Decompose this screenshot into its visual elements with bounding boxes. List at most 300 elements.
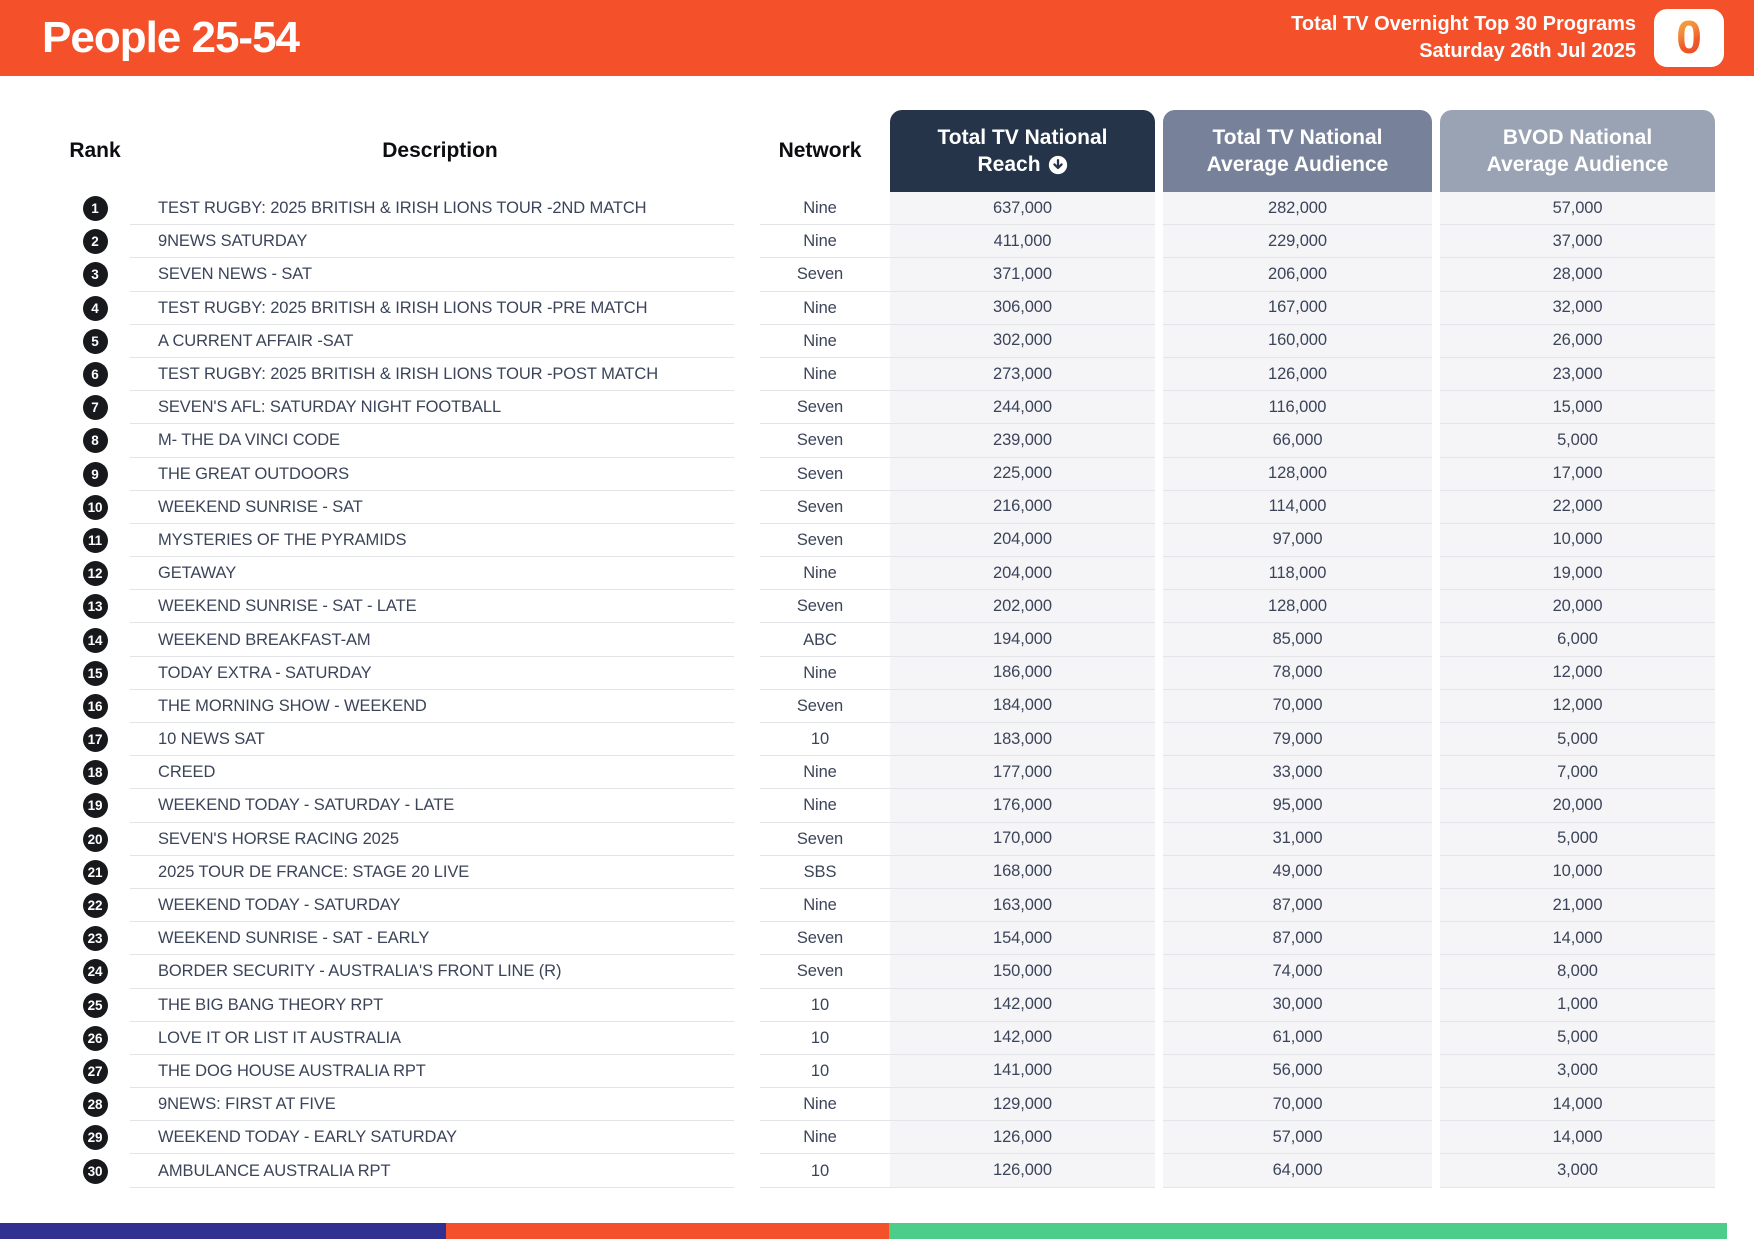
column-gap: [1432, 1154, 1440, 1187]
column-gap: [1432, 1022, 1440, 1055]
rank-badge: 25: [83, 993, 108, 1018]
total-tv-reach-value: 176,000: [890, 789, 1155, 822]
reach-header-label: Reach: [977, 153, 1041, 176]
total-tv-average-audience-value: 97,000: [1163, 524, 1432, 557]
total-tv-average-audience-value: 116,000: [1163, 391, 1432, 424]
bvod-average-audience-value: 5,000: [1440, 424, 1715, 457]
total-tv-average-audience-value: 118,000: [1163, 557, 1432, 590]
column-gap: [1432, 110, 1440, 192]
table-row: [60, 823, 1715, 856]
program-network: Nine: [750, 192, 890, 225]
bvod-average-audience-value: 57,000: [1440, 192, 1715, 225]
rank-badge: 10: [83, 495, 108, 520]
total-tv-average-audience-value: 70,000: [1163, 1088, 1432, 1121]
column-gap: [1155, 258, 1163, 291]
table-row: [60, 391, 1715, 424]
program-network: Nine: [750, 1088, 890, 1121]
bvod-average-audience-value: 8,000: [1440, 955, 1715, 988]
rank-cell: [60, 258, 130, 291]
table-row: [60, 292, 1715, 325]
rank-badge: 3: [83, 262, 108, 287]
footer-color-bar: [0, 1223, 1754, 1239]
bvod-average-audience-value: 3,000: [1440, 1154, 1715, 1187]
column-gap: [1155, 590, 1163, 623]
rank-badge: 6: [83, 362, 108, 387]
program-description: TEST RUGBY: 2025 BRITISH & IRISH LIONS TOUR -2ND MATCH: [130, 192, 750, 225]
bvod-average-audience-value: 7,000: [1440, 756, 1715, 789]
total-tv-average-audience-value: 61,000: [1163, 1022, 1432, 1055]
total-tv-reach-value: 186,000: [890, 657, 1155, 690]
column-gap: [1432, 955, 1440, 988]
bvod-average-audience-value: 26,000: [1440, 325, 1715, 358]
program-network: Nine: [750, 325, 890, 358]
total-tv-average-audience-value: 70,000: [1163, 690, 1432, 723]
rank-badge: 8: [83, 428, 108, 453]
oztam-zero-glyph: 0: [1676, 11, 1702, 63]
table-header-row: [60, 110, 1715, 192]
column-gap: [1155, 524, 1163, 557]
table-row: [60, 756, 1715, 789]
total-tv-reach-value: 142,000: [890, 989, 1155, 1022]
column-gap: [1155, 1121, 1163, 1154]
table-row: [60, 258, 1715, 291]
avg-header-line2: Average Audience: [1206, 153, 1389, 176]
oztam-logo: [1654, 9, 1724, 67]
total-tv-average-audience-value: 49,000: [1163, 856, 1432, 889]
total-tv-average-audience-value: 85,000: [1163, 623, 1432, 656]
bvod-average-audience-value: 20,000: [1440, 590, 1715, 623]
total-tv-average-audience-value: 64,000: [1163, 1154, 1432, 1187]
column-gap: [1155, 1154, 1163, 1187]
column-gap: [1155, 823, 1163, 856]
program-description: THE DOG HOUSE AUSTRALIA RPT: [130, 1055, 750, 1088]
program-network: Seven: [750, 690, 890, 723]
rank-cell: [60, 989, 130, 1022]
program-network: 10: [750, 989, 890, 1022]
column-gap: [1155, 458, 1163, 491]
rank-cell: [60, 590, 130, 623]
program-network: Nine: [750, 225, 890, 258]
rank-cell: [60, 823, 130, 856]
total-tv-reach-value: 154,000: [890, 922, 1155, 955]
column-gap: [1155, 491, 1163, 524]
bvod-average-audience-value: 1,000: [1440, 989, 1715, 1022]
column-gap: [1155, 424, 1163, 457]
program-network: Nine: [750, 889, 890, 922]
program-description: THE GREAT OUTDOORS: [130, 458, 750, 491]
rank-badge: 11: [83, 528, 108, 553]
table-row: [60, 557, 1715, 590]
rank-badge: 29: [83, 1125, 108, 1150]
column-gap: [1432, 989, 1440, 1022]
column-gap: [1432, 1088, 1440, 1121]
column-gap: [1155, 225, 1163, 258]
table-row: [60, 989, 1715, 1022]
column-gap: [1432, 789, 1440, 822]
total-tv-reach-value: 177,000: [890, 756, 1155, 789]
total-tv-reach-value: 204,000: [890, 557, 1155, 590]
table-row: [60, 358, 1715, 391]
table-row: [60, 657, 1715, 690]
bvod-average-audience-value: 12,000: [1440, 657, 1715, 690]
bvod-average-audience-value: 20,000: [1440, 789, 1715, 822]
bvod-average-audience-value: 37,000: [1440, 225, 1715, 258]
footer-segment-green: [889, 1223, 1727, 1239]
rank-cell: [60, 1055, 130, 1088]
reach-header-line2: [977, 151, 1067, 178]
bvod-average-audience-value: 6,000: [1440, 623, 1715, 656]
table-row: [60, 524, 1715, 557]
column-gap: [1432, 424, 1440, 457]
rank-cell: [60, 789, 130, 822]
total-tv-reach-value: 183,000: [890, 723, 1155, 756]
rank-cell: [60, 1154, 130, 1187]
rank-cell: [60, 292, 130, 325]
program-description: CREED: [130, 756, 750, 789]
total-tv-reach-value: 202,000: [890, 590, 1155, 623]
bvod-average-audience-value: 28,000: [1440, 258, 1715, 291]
table-row: [60, 1055, 1715, 1088]
bvod-average-audience-value: 19,000: [1440, 557, 1715, 590]
total-tv-average-audience-value: 282,000: [1163, 192, 1432, 225]
bvod-average-audience-value: 5,000: [1440, 823, 1715, 856]
rank-cell: [60, 657, 130, 690]
program-description: WEEKEND SUNRISE - SAT - EARLY: [130, 922, 750, 955]
column-gap: [1432, 524, 1440, 557]
total-tv-reach-value: 142,000: [890, 1022, 1155, 1055]
total-tv-average-audience-value: 31,000: [1163, 823, 1432, 856]
total-tv-reach-value: 371,000: [890, 258, 1155, 291]
rank-badge: 4: [83, 296, 108, 321]
column-gap: [1155, 391, 1163, 424]
program-description: THE MORNING SHOW - WEEKEND: [130, 690, 750, 723]
total-tv-average-audience-value: 128,000: [1163, 458, 1432, 491]
column-gap: [1155, 955, 1163, 988]
rank-badge: 28: [83, 1092, 108, 1117]
rank-cell: [60, 1121, 130, 1154]
rank-badge: 26: [83, 1026, 108, 1051]
rank-cell: [60, 955, 130, 988]
column-gap: [1432, 225, 1440, 258]
total-tv-reach-value: 126,000: [890, 1154, 1155, 1187]
column-gap: [1155, 657, 1163, 690]
program-description: WEEKEND SUNRISE - SAT: [130, 491, 750, 524]
program-description: MYSTERIES OF THE PYRAMIDS: [130, 524, 750, 557]
bvod-average-audience-value: 21,000: [1440, 889, 1715, 922]
page-title: People 25-54: [42, 13, 300, 62]
table-row: [60, 955, 1715, 988]
column-gap: [1155, 192, 1163, 225]
program-description: WEEKEND TODAY - EARLY SATURDAY: [130, 1121, 750, 1154]
total-tv-reach-value: 225,000: [890, 458, 1155, 491]
total-tv-average-audience-value: 126,000: [1163, 358, 1432, 391]
table-body: [60, 192, 1715, 1188]
table-row: [60, 690, 1715, 723]
table-row: [60, 1088, 1715, 1121]
column-gap: [1432, 358, 1440, 391]
program-network: 10: [750, 723, 890, 756]
report-banner: [0, 0, 1754, 76]
program-network: Seven: [750, 458, 890, 491]
column-gap: [1432, 756, 1440, 789]
table-row: [60, 225, 1715, 258]
bvod-average-audience-value: 3,000: [1440, 1055, 1715, 1088]
program-description: SEVEN'S AFL: SATURDAY NIGHT FOOTBALL: [130, 391, 750, 424]
column-header-total-tv-reach[interactable]: [890, 110, 1155, 192]
total-tv-reach-value: 239,000: [890, 424, 1155, 457]
total-tv-average-audience-value: 114,000: [1163, 491, 1432, 524]
rank-badge: 30: [83, 1159, 108, 1184]
rank-cell: [60, 922, 130, 955]
bvod-average-audience-value: 14,000: [1440, 1088, 1715, 1121]
table-row: [60, 424, 1715, 457]
program-network: Seven: [750, 491, 890, 524]
rank-cell: [60, 856, 130, 889]
total-tv-reach-value: 302,000: [890, 325, 1155, 358]
bvod-average-audience-value: 5,000: [1440, 1022, 1715, 1055]
banner-right: [1291, 9, 1724, 67]
bvod-average-audience-value: 17,000: [1440, 458, 1715, 491]
table-row: [60, 623, 1715, 656]
program-description: 10 NEWS SAT: [130, 723, 750, 756]
program-network: Seven: [750, 955, 890, 988]
column-gap: [1155, 889, 1163, 922]
bvod-average-audience-value: 22,000: [1440, 491, 1715, 524]
rank-cell: [60, 424, 130, 457]
program-network: Seven: [750, 590, 890, 623]
program-network: 10: [750, 1055, 890, 1088]
column-gap: [1155, 325, 1163, 358]
program-network: Seven: [750, 524, 890, 557]
column-gap: [1432, 823, 1440, 856]
circle-arrow-down-icon[interactable]: [1048, 155, 1068, 175]
program-network: 10: [750, 1154, 890, 1187]
subtitle-line-2: Saturday 26th Jul 2025: [1419, 40, 1636, 62]
total-tv-average-audience-value: 33,000: [1163, 756, 1432, 789]
rank-badge: 20: [83, 827, 108, 852]
total-tv-average-audience-value: 229,000: [1163, 225, 1432, 258]
rank-cell: [60, 623, 130, 656]
total-tv-reach-value: 194,000: [890, 623, 1155, 656]
program-network: Seven: [750, 922, 890, 955]
total-tv-average-audience-value: 128,000: [1163, 590, 1432, 623]
program-description: WEEKEND TODAY - SATURDAY - LATE: [130, 789, 750, 822]
total-tv-reach-value: 170,000: [890, 823, 1155, 856]
table-row: [60, 590, 1715, 623]
rank-badge: 23: [83, 926, 108, 951]
program-description: GETAWAY: [130, 557, 750, 590]
column-gap: [1432, 922, 1440, 955]
top-30-programs-table: [0, 76, 1754, 1188]
column-gap: [1432, 192, 1440, 225]
program-description: 2025 TOUR DE FRANCE: STAGE 20 LIVE: [130, 856, 750, 889]
program-network: Nine: [750, 756, 890, 789]
rank-cell: [60, 690, 130, 723]
rank-cell: [60, 192, 130, 225]
rank-badge: 22: [83, 893, 108, 918]
program-description: WEEKEND TODAY - SATURDAY: [130, 889, 750, 922]
table-row: [60, 723, 1715, 756]
rank-cell: [60, 1088, 130, 1121]
program-network: SBS: [750, 856, 890, 889]
column-gap: [1155, 292, 1163, 325]
program-description: A CURRENT AFFAIR -SAT: [130, 325, 750, 358]
table-row: [60, 856, 1715, 889]
total-tv-average-audience-value: 56,000: [1163, 1055, 1432, 1088]
column-gap: [1155, 1022, 1163, 1055]
program-description: BORDER SECURITY - AUSTRALIA'S FRONT LINE (R): [130, 955, 750, 988]
program-network: Nine: [750, 557, 890, 590]
column-gap: [1155, 723, 1163, 756]
column-gap: [1432, 889, 1440, 922]
column-gap: [1432, 856, 1440, 889]
bvod-average-audience-value: 5,000: [1440, 723, 1715, 756]
column-gap: [1155, 110, 1163, 192]
column-gap: [1155, 1088, 1163, 1121]
total-tv-average-audience-value: 66,000: [1163, 424, 1432, 457]
total-tv-reach-value: 184,000: [890, 690, 1155, 723]
total-tv-average-audience-value: 87,000: [1163, 922, 1432, 955]
total-tv-average-audience-value: 30,000: [1163, 989, 1432, 1022]
bvod-average-audience-value: 12,000: [1440, 690, 1715, 723]
total-tv-average-audience-value: 87,000: [1163, 889, 1432, 922]
bvod-average-audience-value: 10,000: [1440, 856, 1715, 889]
program-description: LOVE IT OR LIST IT AUSTRALIA: [130, 1022, 750, 1055]
column-header-bvod-average-audience[interactable]: [1440, 110, 1715, 192]
total-tv-reach-value: 163,000: [890, 889, 1155, 922]
total-tv-reach-value: 637,000: [890, 192, 1155, 225]
program-description: TEST RUGBY: 2025 BRITISH & IRISH LIONS TOUR -POST MATCH: [130, 358, 750, 391]
rank-cell: [60, 723, 130, 756]
column-gap: [1432, 391, 1440, 424]
bvod-average-audience-value: 15,000: [1440, 391, 1715, 424]
column-gap: [1155, 690, 1163, 723]
rank-badge: 5: [83, 329, 108, 354]
rank-cell: [60, 458, 130, 491]
column-gap: [1432, 690, 1440, 723]
total-tv-reach-value: 273,000: [890, 358, 1155, 391]
rank-badge: 12: [83, 561, 108, 586]
column-gap: [1155, 789, 1163, 822]
program-network: 10: [750, 1022, 890, 1055]
column-gap: [1432, 1121, 1440, 1154]
total-tv-reach-value: 150,000: [890, 955, 1155, 988]
bvod-average-audience-value: 10,000: [1440, 524, 1715, 557]
column-gap: [1432, 458, 1440, 491]
rank-cell: [60, 756, 130, 789]
table-row: [60, 922, 1715, 955]
rank-cell: [60, 1022, 130, 1055]
rank-badge: 1: [83, 196, 108, 221]
rank-badge: 9: [83, 462, 108, 487]
column-gap: [1155, 856, 1163, 889]
column-gap: [1432, 491, 1440, 524]
rank-badge: 2: [83, 229, 108, 254]
column-gap: [1432, 292, 1440, 325]
column-gap: [1432, 723, 1440, 756]
column-header-description: Description: [382, 139, 498, 162]
program-network: Nine: [750, 657, 890, 690]
column-header-total-tv-average-audience[interactable]: [1163, 110, 1432, 192]
column-gap: [1155, 1055, 1163, 1088]
table-row: [60, 458, 1715, 491]
column-gap: [1432, 623, 1440, 656]
table-row: [60, 1154, 1715, 1187]
program-description: M- THE DA VINCI CODE: [130, 424, 750, 457]
rank-cell: [60, 524, 130, 557]
program-network: Seven: [750, 424, 890, 457]
report-subtitle: [1291, 11, 1636, 65]
program-description: TEST RUGBY: 2025 BRITISH & IRISH LIONS TOUR -PRE MATCH: [130, 292, 750, 325]
rank-badge: 13: [83, 594, 108, 619]
program-description: TODAY EXTRA - SATURDAY: [130, 657, 750, 690]
footer-segment-blue: [0, 1223, 446, 1239]
table-row: [60, 1022, 1715, 1055]
rank-badge: 18: [83, 760, 108, 785]
rank-badge: 17: [83, 727, 108, 752]
footer-segment-orange: [446, 1223, 889, 1239]
total-tv-reach-value: 129,000: [890, 1088, 1155, 1121]
column-header-network: Network: [778, 139, 862, 162]
table-row: [60, 325, 1715, 358]
total-tv-reach-value: 126,000: [890, 1121, 1155, 1154]
bvod-average-audience-value: 14,000: [1440, 1121, 1715, 1154]
program-network: ABC: [750, 623, 890, 656]
table-row: [60, 192, 1715, 225]
program-description: 9NEWS SATURDAY: [130, 225, 750, 258]
rank-cell: [60, 325, 130, 358]
total-tv-reach-value: 244,000: [890, 391, 1155, 424]
rank-cell: [60, 889, 130, 922]
rank-badge: 7: [83, 395, 108, 420]
total-tv-average-audience-value: 57,000: [1163, 1121, 1432, 1154]
column-gap: [1155, 557, 1163, 590]
rank-badge: 24: [83, 959, 108, 984]
rank-badge: 14: [83, 628, 108, 653]
total-tv-reach-value: 216,000: [890, 491, 1155, 524]
rank-badge: 27: [83, 1059, 108, 1084]
total-tv-average-audience-value: 79,000: [1163, 723, 1432, 756]
rank-cell: [60, 391, 130, 424]
table-row: [60, 889, 1715, 922]
column-gap: [1432, 590, 1440, 623]
program-network: Nine: [750, 358, 890, 391]
total-tv-average-audience-value: 167,000: [1163, 292, 1432, 325]
total-tv-average-audience-value: 78,000: [1163, 657, 1432, 690]
avg-header-line1: Total TV National: [1212, 126, 1383, 149]
rank-badge: 15: [83, 661, 108, 686]
column-gap: [1155, 756, 1163, 789]
program-network: Seven: [750, 391, 890, 424]
total-tv-reach-value: 168,000: [890, 856, 1155, 889]
program-network: Nine: [750, 292, 890, 325]
reach-header-line1: Total TV National: [937, 126, 1108, 149]
rank-cell: [60, 557, 130, 590]
total-tv-reach-value: 204,000: [890, 524, 1155, 557]
subtitle-line-1: Total TV Overnight Top 30 Programs: [1291, 13, 1636, 35]
rank-badge: 16: [83, 694, 108, 719]
program-network: Seven: [750, 823, 890, 856]
column-gap: [1432, 1055, 1440, 1088]
column-gap: [1155, 358, 1163, 391]
column-gap: [1155, 623, 1163, 656]
bvod-header-line1: BVOD National: [1502, 126, 1653, 149]
bvod-average-audience-value: 14,000: [1440, 922, 1715, 955]
rank-cell: [60, 491, 130, 524]
column-gap: [1432, 557, 1440, 590]
total-tv-average-audience-value: 206,000: [1163, 258, 1432, 291]
program-description: 9NEWS: FIRST AT FIVE: [130, 1088, 750, 1121]
